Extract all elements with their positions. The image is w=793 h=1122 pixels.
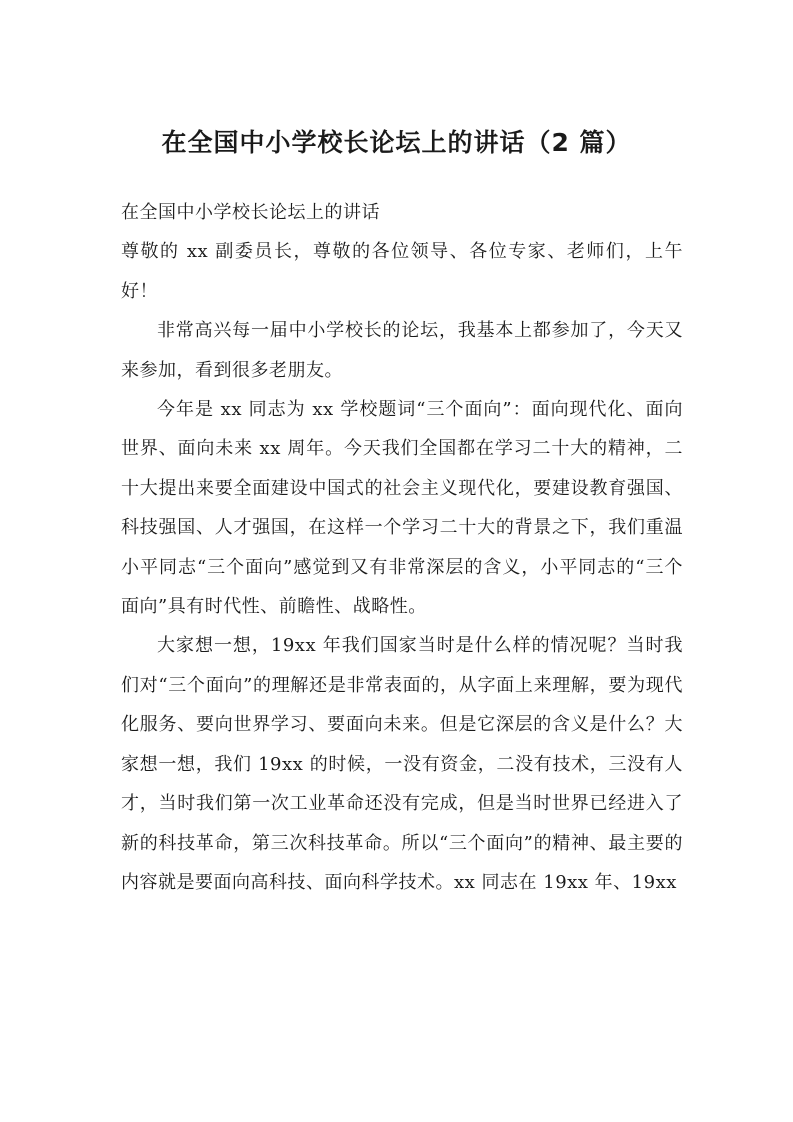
paragraph: 非常高兴每一届中小学校长的论坛，我基本上都参加了，今天又来参加，看到很多老朋友。	[121, 320, 683, 381]
document-body	[121, 193, 683, 902]
document-title: 在全国中小学校长论坛上的讲话（2 篇）	[161, 128, 632, 157]
paragraph-salutation: 尊敬的 xx 副委员长，尊敬的各位领导、各位专家、老师们，上午好！	[121, 241, 683, 302]
paragraph: 大家想一想，19xx 年我们国家当时是什么样的情况呢？当时我们对“三个面向”的理解还是非常表面的，从字面上来理解，要为现代化服务、要向世界学习、要面向未来。但是它深层的含义是什么？大家想一想，我们 19xx 的时候，一没有资金，二没有技术，三没有人才，当时我们第一次工业革命还没有完成，但是当时世界已经进入了新的科技革命，第三次科技革命。所以“三个面向”的精神、最主要的内容就是要面向高科技、面向科学技术。xx 同志在 19xx 年、19xx	[121, 635, 683, 893]
paragraph: 今年是 xx 同志为 xx 学校题词“三个面向”：面向现代化、面向世界、面向未来 xx 周年。今天我们全国都在学习二十大的精神，二十大提出来要全面建设中国式的社会主义现代化，要建设教育强国、科技强国、人才强国，在这样一个学习二十大的背景之下，我们重温小平同志“三个面向”感觉到又有非常深层的含义，小平同志的“三个面向”具有时代性、前瞻性、战略性。	[121, 399, 683, 618]
paragraph-heading: 在全国中小学校长论坛上的讲话	[121, 202, 380, 223]
